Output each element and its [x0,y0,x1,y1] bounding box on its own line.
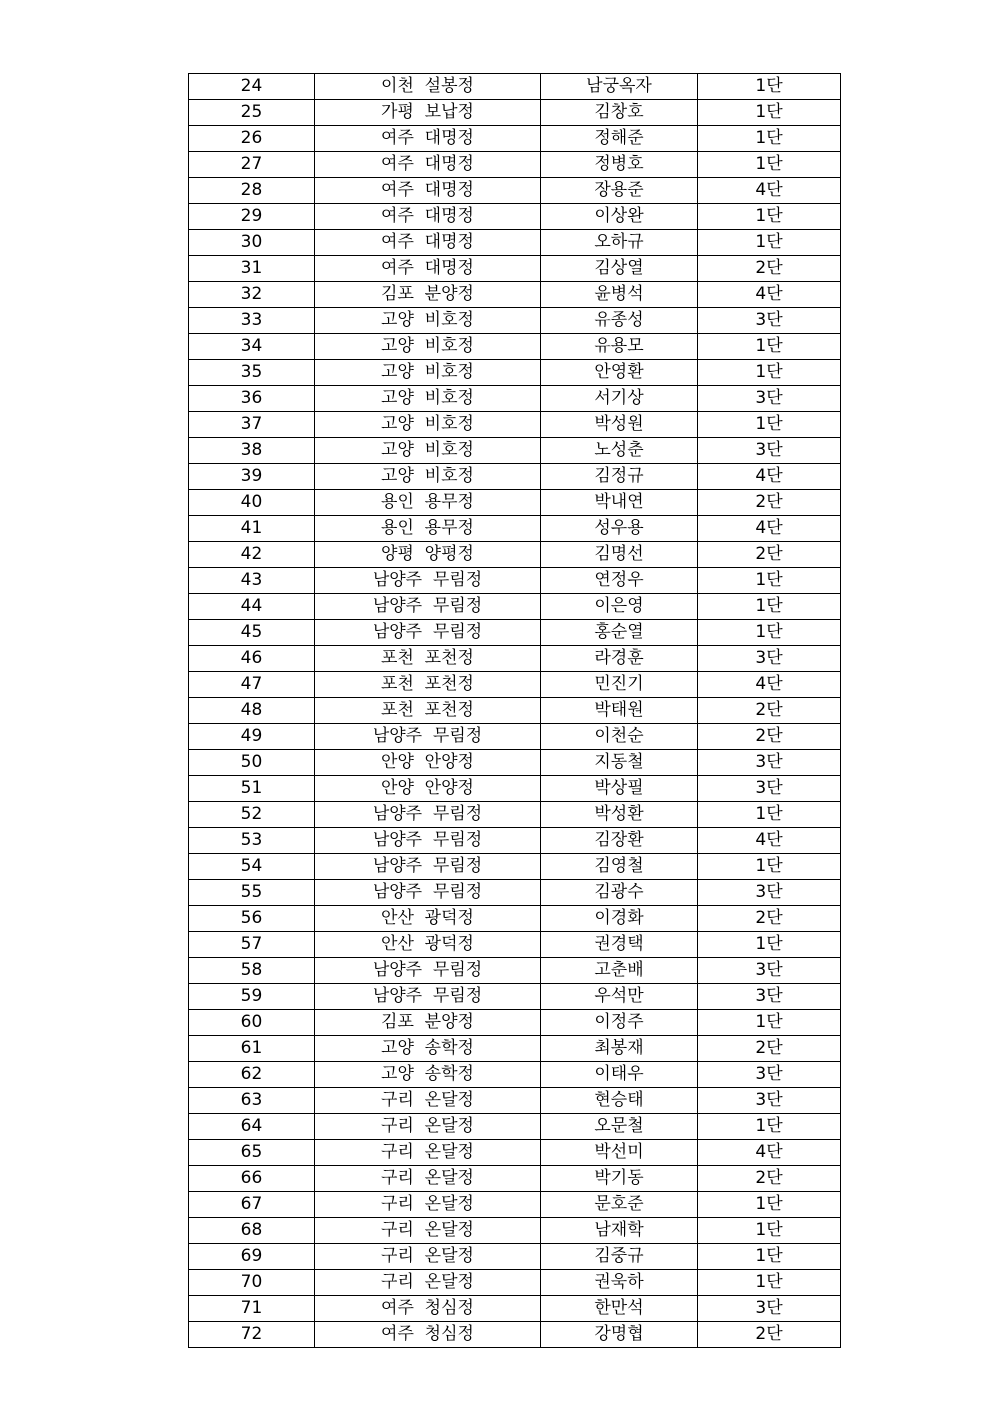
table-row [189,906,841,932]
table-row [189,100,841,126]
club-name-cell: 구리 온달정 [315,1218,541,1244]
member-name-cell: 성우용 [541,516,698,542]
club-name-cell: 여주 대명정 [315,204,541,230]
member-name-cell: 이천순 [541,724,698,750]
table-row [189,1218,841,1244]
rank-cell: 1단 [698,802,841,828]
row-number-cell: 68 [189,1218,315,1244]
rank-cell: 4단 [698,178,841,204]
member-name-cell: 남궁옥자 [541,74,698,100]
member-name-cell: 박상필 [541,776,698,802]
club-name-cell: 고양 송학정 [315,1036,541,1062]
rank-cell: 3단 [698,386,841,412]
rank-cell: 1단 [698,568,841,594]
member-name-cell: 라경훈 [541,646,698,672]
row-number-cell: 29 [189,204,315,230]
row-number-cell: 51 [189,776,315,802]
member-name-cell: 김명선 [541,542,698,568]
table-row [189,386,841,412]
table-row [189,1088,841,1114]
table-row [189,204,841,230]
member-name-cell: 남재학 [541,1218,698,1244]
club-name-cell: 여주 대명정 [315,126,541,152]
member-name-cell: 박선미 [541,1140,698,1166]
table-row [189,646,841,672]
club-name-cell: 남양주 무림정 [315,854,541,880]
club-name-cell: 남양주 무림정 [315,984,541,1010]
rank-cell: 4단 [698,1140,841,1166]
rank-cell: 1단 [698,360,841,386]
rank-cell: 2단 [698,724,841,750]
club-name-cell: 김포 분양정 [315,1010,541,1036]
table-row [189,282,841,308]
table-row [189,490,841,516]
row-number-cell: 24 [189,74,315,100]
rank-cell: 1단 [698,152,841,178]
row-number-cell: 44 [189,594,315,620]
club-name-cell: 용인 용무정 [315,490,541,516]
member-name-cell: 연정우 [541,568,698,594]
rank-cell: 3단 [698,646,841,672]
member-name-cell: 박성환 [541,802,698,828]
rank-cell: 1단 [698,620,841,646]
rank-cell: 3단 [698,958,841,984]
club-name-cell: 안산 광덕정 [315,932,541,958]
row-number-cell: 57 [189,932,315,958]
member-name-cell: 강명협 [541,1322,698,1348]
club-name-cell: 여주 청심정 [315,1296,541,1322]
rank-cell: 1단 [698,932,841,958]
table-row [189,724,841,750]
club-name-cell: 고양 비호정 [315,308,541,334]
club-name-cell: 안양 안양정 [315,776,541,802]
rank-cell: 3단 [698,308,841,334]
rank-cell: 4단 [698,516,841,542]
club-name-cell: 여주 대명정 [315,178,541,204]
table-row [189,1244,841,1270]
member-name-cell: 이태우 [541,1062,698,1088]
club-name-cell: 남양주 무림정 [315,958,541,984]
rank-cell: 1단 [698,334,841,360]
row-number-cell: 26 [189,126,315,152]
rank-cell: 3단 [698,776,841,802]
member-name-cell: 김중규 [541,1244,698,1270]
member-name-cell: 오문철 [541,1114,698,1140]
row-number-cell: 43 [189,568,315,594]
table-row [189,1140,841,1166]
rank-cell: 4단 [698,282,841,308]
member-name-cell: 민진기 [541,672,698,698]
row-number-cell: 70 [189,1270,315,1296]
member-name-cell: 유용모 [541,334,698,360]
table-row [189,360,841,386]
table-row [189,438,841,464]
member-name-cell: 박내연 [541,490,698,516]
row-number-cell: 59 [189,984,315,1010]
member-name-cell: 최봉재 [541,1036,698,1062]
roster-table-body [189,74,841,1348]
club-name-cell: 이천 설봉정 [315,74,541,100]
row-number-cell: 34 [189,334,315,360]
row-number-cell: 28 [189,178,315,204]
row-number-cell: 60 [189,1010,315,1036]
rank-cell: 1단 [698,100,841,126]
rank-cell: 2단 [698,1166,841,1192]
rank-cell: 1단 [698,594,841,620]
club-name-cell: 고양 비호정 [315,438,541,464]
member-name-cell: 한만석 [541,1296,698,1322]
table-row [189,620,841,646]
table-row [189,178,841,204]
member-name-cell: 이은영 [541,594,698,620]
table-row [189,568,841,594]
row-number-cell: 63 [189,1088,315,1114]
member-name-cell: 오하규 [541,230,698,256]
row-number-cell: 64 [189,1114,315,1140]
row-number-cell: 46 [189,646,315,672]
member-name-cell: 정병호 [541,152,698,178]
row-number-cell: 49 [189,724,315,750]
member-name-cell: 현승태 [541,1088,698,1114]
member-name-cell: 장용준 [541,178,698,204]
row-number-cell: 32 [189,282,315,308]
club-name-cell: 용인 용무정 [315,516,541,542]
row-number-cell: 56 [189,906,315,932]
member-name-cell: 우석만 [541,984,698,1010]
row-number-cell: 38 [189,438,315,464]
rank-cell: 1단 [698,126,841,152]
club-name-cell: 가평 보납정 [315,100,541,126]
club-name-cell: 남양주 무림정 [315,620,541,646]
table-row [189,334,841,360]
member-name-cell: 윤병석 [541,282,698,308]
table-row [189,412,841,438]
member-name-cell: 권욱하 [541,1270,698,1296]
rank-cell: 2단 [698,1322,841,1348]
table-row [189,750,841,776]
row-number-cell: 61 [189,1036,315,1062]
table-row [189,1166,841,1192]
club-name-cell: 구리 온달정 [315,1088,541,1114]
club-name-cell: 구리 온달정 [315,1192,541,1218]
table-row [189,802,841,828]
row-number-cell: 31 [189,256,315,282]
club-name-cell: 고양 비호정 [315,386,541,412]
member-name-cell: 지동철 [541,750,698,776]
table-row [189,256,841,282]
table-row [189,126,841,152]
rank-cell: 2단 [698,490,841,516]
table-row [189,776,841,802]
row-number-cell: 40 [189,490,315,516]
rank-cell: 1단 [698,1218,841,1244]
club-name-cell: 구리 온달정 [315,1270,541,1296]
row-number-cell: 30 [189,230,315,256]
rank-cell: 4단 [698,464,841,490]
member-name-cell: 홍순열 [541,620,698,646]
row-number-cell: 42 [189,542,315,568]
member-name-cell: 권경택 [541,932,698,958]
row-number-cell: 41 [189,516,315,542]
row-number-cell: 71 [189,1296,315,1322]
member-name-cell: 김창호 [541,100,698,126]
table-row [189,594,841,620]
rank-cell: 3단 [698,438,841,464]
row-number-cell: 27 [189,152,315,178]
table-row [189,1036,841,1062]
row-number-cell: 48 [189,698,315,724]
table-row [189,308,841,334]
member-name-cell: 문호준 [541,1192,698,1218]
club-name-cell: 구리 온달정 [315,1244,541,1270]
rank-cell: 2단 [698,542,841,568]
row-number-cell: 47 [189,672,315,698]
club-name-cell: 남양주 무림정 [315,802,541,828]
rank-cell: 3단 [698,1296,841,1322]
row-number-cell: 50 [189,750,315,776]
rank-cell: 2단 [698,1036,841,1062]
member-name-cell: 이경화 [541,906,698,932]
rank-cell: 3단 [698,750,841,776]
club-name-cell: 양평 양평정 [315,542,541,568]
rank-cell: 2단 [698,698,841,724]
rank-cell: 4단 [698,672,841,698]
table-row [189,984,841,1010]
club-name-cell: 고양 비호정 [315,464,541,490]
rank-cell: 1단 [698,1270,841,1296]
table-row [189,1296,841,1322]
rank-cell: 1단 [698,204,841,230]
table-row [189,698,841,724]
row-number-cell: 67 [189,1192,315,1218]
club-name-cell: 남양주 무림정 [315,594,541,620]
rank-cell: 3단 [698,1088,841,1114]
club-name-cell: 남양주 무림정 [315,828,541,854]
club-name-cell: 포천 포천정 [315,646,541,672]
roster-table [188,73,841,1348]
member-name-cell: 고춘배 [541,958,698,984]
table-row [189,958,841,984]
member-name-cell: 김상열 [541,256,698,282]
club-name-cell: 김포 분양정 [315,282,541,308]
member-name-cell: 이정주 [541,1010,698,1036]
member-name-cell: 박태원 [541,698,698,724]
club-name-cell: 남양주 무림정 [315,724,541,750]
table-row [189,74,841,100]
club-name-cell: 포천 포천정 [315,698,541,724]
table-row [189,854,841,880]
member-name-cell: 김광수 [541,880,698,906]
club-name-cell: 구리 온달정 [315,1140,541,1166]
table-row [189,230,841,256]
row-number-cell: 36 [189,386,315,412]
row-number-cell: 65 [189,1140,315,1166]
rank-cell: 1단 [698,74,841,100]
member-name-cell: 서기상 [541,386,698,412]
table-row [189,1010,841,1036]
table-row [189,516,841,542]
row-number-cell: 33 [189,308,315,334]
table-row [189,464,841,490]
row-number-cell: 66 [189,1166,315,1192]
table-row [189,152,841,178]
member-name-cell: 김영철 [541,854,698,880]
rank-cell: 1단 [698,854,841,880]
club-name-cell: 구리 온달정 [315,1166,541,1192]
table-row [189,672,841,698]
table-row [189,1062,841,1088]
row-number-cell: 53 [189,828,315,854]
club-name-cell: 남양주 무림정 [315,568,541,594]
member-name-cell: 박기동 [541,1166,698,1192]
row-number-cell: 54 [189,854,315,880]
club-name-cell: 고양 송학정 [315,1062,541,1088]
member-name-cell: 김장환 [541,828,698,854]
club-name-cell: 여주 대명정 [315,152,541,178]
club-name-cell: 안산 광덕정 [315,906,541,932]
table-row [189,1114,841,1140]
table-row [189,828,841,854]
club-name-cell: 고양 비호정 [315,360,541,386]
table-row [189,1192,841,1218]
row-number-cell: 39 [189,464,315,490]
rank-cell: 1단 [698,1244,841,1270]
club-name-cell: 안양 안양정 [315,750,541,776]
rank-cell: 1단 [698,1010,841,1036]
club-name-cell: 남양주 무림정 [315,880,541,906]
club-name-cell: 여주 청심정 [315,1322,541,1348]
member-name-cell: 유종성 [541,308,698,334]
rank-cell: 2단 [698,256,841,282]
club-name-cell: 구리 온달정 [315,1114,541,1140]
table-row [189,880,841,906]
member-name-cell: 정해준 [541,126,698,152]
row-number-cell: 69 [189,1244,315,1270]
rank-cell: 1단 [698,1192,841,1218]
club-name-cell: 고양 비호정 [315,334,541,360]
row-number-cell: 25 [189,100,315,126]
rank-cell: 2단 [698,906,841,932]
table-row [189,1322,841,1348]
rank-cell: 1단 [698,412,841,438]
rank-cell: 1단 [698,230,841,256]
row-number-cell: 37 [189,412,315,438]
member-name-cell: 안영환 [541,360,698,386]
row-number-cell: 45 [189,620,315,646]
row-number-cell: 62 [189,1062,315,1088]
member-name-cell: 김정규 [541,464,698,490]
table-row [189,542,841,568]
table-row [189,1270,841,1296]
row-number-cell: 55 [189,880,315,906]
member-name-cell: 이상완 [541,204,698,230]
row-number-cell: 35 [189,360,315,386]
club-name-cell: 고양 비호정 [315,412,541,438]
member-name-cell: 노성춘 [541,438,698,464]
club-name-cell: 포천 포천정 [315,672,541,698]
rank-cell: 3단 [698,984,841,1010]
rank-cell: 4단 [698,828,841,854]
rank-cell: 3단 [698,880,841,906]
member-name-cell: 박성원 [541,412,698,438]
rank-cell: 1단 [698,1114,841,1140]
row-number-cell: 72 [189,1322,315,1348]
club-name-cell: 여주 대명정 [315,230,541,256]
table-row [189,932,841,958]
rank-cell: 3단 [698,1062,841,1088]
row-number-cell: 52 [189,802,315,828]
club-name-cell: 여주 대명정 [315,256,541,282]
row-number-cell: 58 [189,958,315,984]
